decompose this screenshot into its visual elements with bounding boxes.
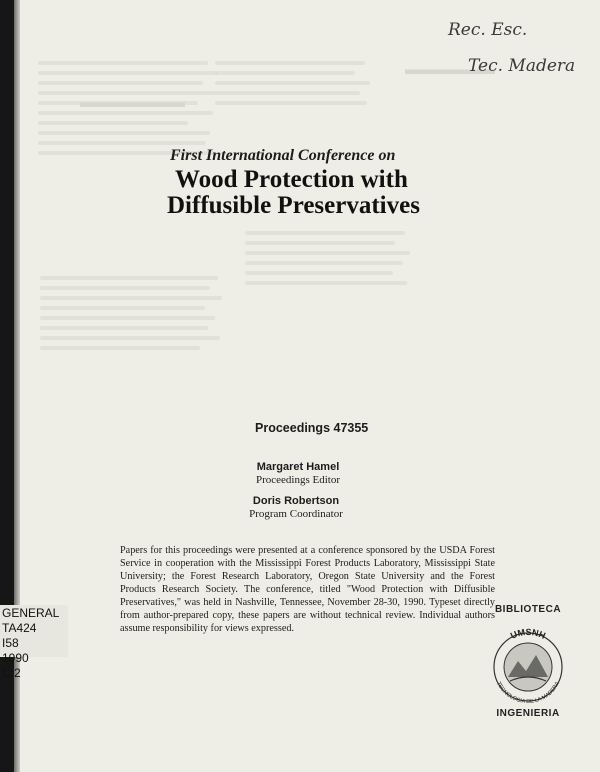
conference-subtitle: First International Conference on [170,147,396,164]
call-number-line2: TA424 [2,621,37,635]
handwritten-note-line1: Rec. Esc. [448,20,528,40]
bleed-through-text-left [38,55,223,161]
call-number-label [0,605,68,680]
call-number-line5: C:2 [2,666,21,680]
bleed-through-text-lower [245,225,415,291]
editor-role: Proceedings Editor [255,474,340,486]
bleed-through-text-mid [215,55,375,111]
title-line-2: Diffusible Preservatives [167,192,420,219]
bleed-through-text-left-2 [40,270,230,356]
sponsorship-statement: Papers for this proceedings were presented at a conference sponsored by the USDA Forest Service in cooperation with the Mississippi Forest Products Laboratory, Mississippi State University; the Forest Research Laboratory, Oregon State University and the Forest Products Research Society. The conference, titled "Wood Protection with Diffusible Preservatives," was held in Nashville, Tennessee, November 28-30, 1990. Typeset directly from author-prepared copy, these papers are without technical review. Individual authors assume responsibility for views expressed. [120,545,495,634]
svg-text:TECNOLOGIA DE LA MADERA: TECNOLOGIA DE LA MADERA [495,681,561,705]
editor-credit [198,461,398,486]
coordinator-role: Program Coordinator [249,508,343,520]
stamp-top-text: BIBLIOTECA [494,604,562,615]
bleed-through-heading-right: ▬▬▬▬▬▬ [405,62,495,78]
call-number-line4: 1990 [2,651,29,665]
proceedings-number: Proceedings 47355 [255,421,369,435]
title-line-1: Wood Protection with [175,166,408,193]
call-number-line1: GENERAL [2,606,60,620]
coordinator-credit [196,495,396,520]
svg-text:UMSNH: UMSNH [508,626,548,641]
stamp-bottom-text: INGENIERIA [496,708,560,719]
library-stamp [478,604,578,724]
call-number-line3: I58 [2,636,19,650]
handwritten-note-line2: Tec. Madera [468,56,576,76]
coordinator-name: Doris Robertson [252,495,340,507]
library-seal-icon [478,615,578,705]
editor-name: Margaret Hamel [256,461,340,473]
